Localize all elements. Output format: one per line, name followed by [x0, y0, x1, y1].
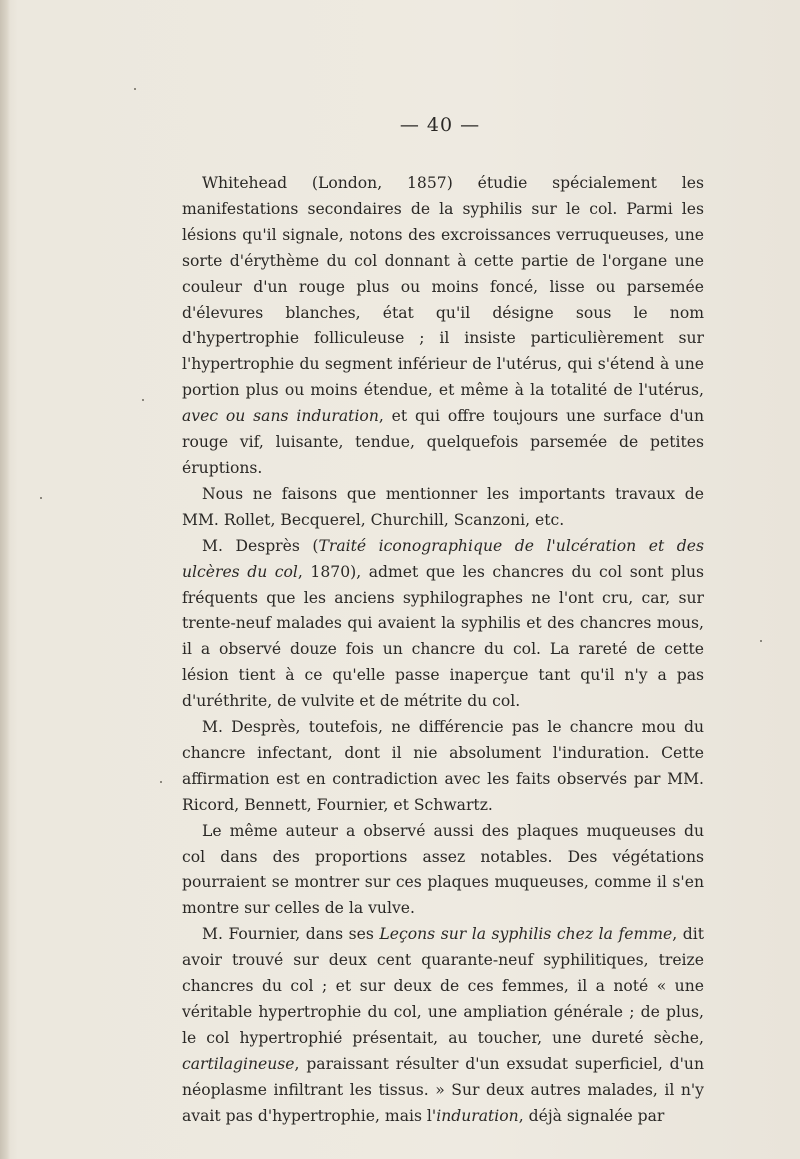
page-number: — 40 — — [399, 114, 481, 136]
paragraph — [182, 819, 704, 923]
paper-speck — [142, 399, 144, 401]
text-run: , et qui offre toujours une surface d'un rouge vif, luisante, tendue, quelquefois parsemée de petites éruptions. — [182, 407, 704, 477]
text-run: , dit avoir trouvé sur deux cent quarante-neuf syphilitiques, treize chancres du col ; et sur deux de ces femmes, il a noté « une véritable hypertrophie du col, une ampliation générale ; de plus, le col hypertrophié présentait, au toucher, une dureté sèche, — [182, 925, 704, 1047]
italic-text: Leçons sur la syphilis chez la femme — [379, 925, 673, 944]
page-binding-shadow — [0, 0, 10, 1159]
paper-speck — [40, 497, 42, 499]
text-run: , paraissant résulter d'un exsudat superficiel, d'un néoplasme infiltrant les tissus. » Sur deux autres malades, il n'y avait pas d'hypertrophie, mais l' — [182, 1054, 704, 1125]
paper-speck — [134, 88, 136, 90]
italic-text: induration — [436, 1106, 519, 1125]
body-text — [182, 171, 704, 1130]
paragraph — [182, 922, 704, 1129]
text-run: , 1870), admet que les chancres du col sont plus fréquents que les anciens syphilographes ne l'ont cru, car, sur trente-neuf malades qui avaient la syphilis et des chancres mous, il a observé douze fois un chancre du col. La rareté de cette lésion tient à ce qu'elle passe inaperçue tant qu'il n'y a pas d'uréthrite, de vulvite et de métrite du col. — [182, 562, 704, 711]
paper-speck — [160, 781, 162, 783]
text-run: M. Desprès, toutefois, ne différencie pas le chancre mou du chancre infectant, dont il nie absolument l'induration. Cette affirmation est en contradiction avec les faits observés par MM. Ricord, Bennett, Fournier, et Schwartz. — [182, 718, 704, 814]
paper-speck — [760, 640, 762, 642]
text-run: Whitehead (London, 1857) étudie spécialement les manifestations secondaires de la syphilis sur le col. Parmi les lésions qu'il signale, notons des excroissances verruqueuses, une sorte d'érythème du col donnant à cette partie de l'organe une couleur d'un rouge plus ou moins foncé, lisse ou parsemée d'élevures blanches, état qu'il désigne sous le nom d'hypertrophie folliculeuse ; il insiste particulièrement sur l'hypertrophie du segment inférieur de l'utérus, qui s'étend à une portion plus ou moins étendue, et même à la totalité de l'utérus, — [182, 174, 704, 400]
text-run: M. Fournier, dans ses — [202, 925, 380, 944]
italic-text: avec ou sans induration — [182, 407, 379, 426]
paragraph — [182, 534, 704, 715]
italic-text: cartilagineuse — [182, 1054, 295, 1073]
text-run: Le même auteur a observé aussi des plaques muqueuses du col dans des proportions assez notables. Des végétations pourraient se montrer sur ces plaques muqueuses, comme il s'en montre sur celles de la vulve. — [182, 821, 704, 918]
text-run: Nous ne faisons que mentionner les importants travaux de MM. Rollet, Becquerel, Churchill, Scanzoni, etc. — [182, 484, 704, 529]
text-run: M. Desprès ( — [202, 536, 319, 555]
paragraph — [182, 715, 704, 819]
text-run: , déjà signalée par — [518, 1106, 665, 1125]
paragraph — [182, 482, 704, 534]
italic-text: Traité iconographique de l'ulcération et des ulcères du col — [182, 536, 705, 581]
paragraph — [182, 171, 704, 482]
